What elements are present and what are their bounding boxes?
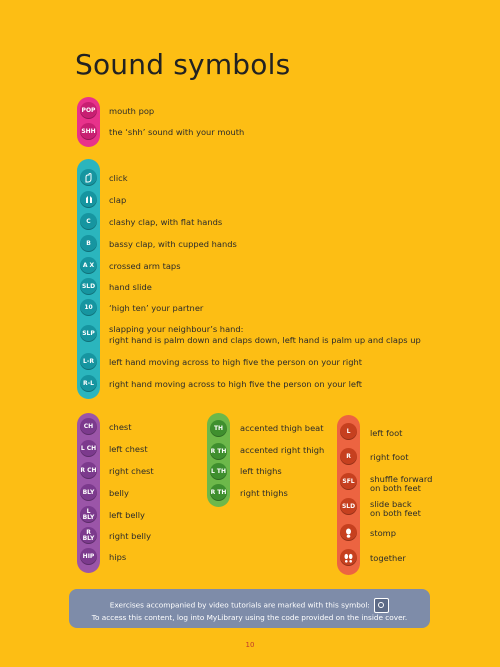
symbol-right-thigh-accent: R TH	[210, 443, 227, 460]
sound-label-clap: clap	[109, 195, 127, 205]
sound-label-left-thighs: left thighs	[240, 466, 282, 476]
sound-label-slide-back: slide back	[370, 499, 412, 509]
symbol-slide-back: SLD	[340, 498, 357, 515]
symbol-hips: HIP	[80, 548, 97, 565]
sound-label-together: together	[370, 553, 406, 563]
left-foot-icon: L	[340, 423, 357, 440]
sound-label-right-thighs: right thighs	[240, 488, 288, 498]
symbol-slap: SLP	[80, 325, 97, 342]
sound-label-right-belly: right belly	[109, 531, 152, 541]
sound-label-hips: hips	[109, 552, 127, 562]
sound-label-chest: chest	[109, 422, 132, 432]
symbol-right-belly: R BLY	[80, 527, 97, 544]
snap-icon	[80, 169, 97, 186]
sound-label-right-left: right hand moving across to high five the person on your left	[109, 379, 363, 389]
sound-label-left-foot: left foot	[370, 428, 403, 438]
symbol-shuffle: SFL	[340, 473, 357, 490]
symbol-right-chest: R CH	[80, 462, 97, 479]
sound-label-click: click	[109, 173, 128, 183]
sound-label-shuffle-detail: on both feet	[370, 483, 421, 493]
page-number: 10	[245, 641, 255, 649]
video-note-line2: To access this content, log into MyLibrary using the code provided on the inside cover.	[91, 613, 408, 622]
sound-label-accented-right-thigh: accented right thigh	[240, 445, 325, 455]
symbol-left-right: L-R	[80, 353, 97, 370]
symbol-shh: SHH	[80, 123, 97, 140]
symbol-right-thighs: R TH	[210, 484, 227, 501]
sound-label-hand-slide: hand slide	[109, 282, 152, 292]
symbol-thigh: TH	[210, 420, 227, 437]
sound-label-right-chest: right chest	[109, 466, 154, 476]
sound-label-slap: slapping your neighbour’s hand:	[109, 324, 244, 334]
symbol-crossed-arms: A X	[80, 257, 97, 274]
symbol-left-thighs: L TH	[210, 463, 227, 480]
video-note-line1	[69, 598, 430, 613]
sound-label-slide-back-detail: on both feet	[370, 508, 421, 518]
right-foot-icon: R	[340, 448, 357, 465]
sound-label-crossed-arm-taps: crossed arm taps	[109, 261, 181, 271]
sound-label-stomp: stomp	[370, 528, 397, 538]
video-tutorial-note	[69, 589, 430, 628]
sound-label-slap-detail: right hand is palm down and claps down, left hand is palm up and claps up	[109, 335, 421, 345]
sound-label-belly: belly	[109, 488, 129, 498]
sound-label-high-ten: ‘high ten’ your partner	[109, 303, 204, 313]
symbol-bassy-clap: B	[80, 235, 97, 252]
symbol-high-ten: 10	[80, 299, 97, 316]
symbol-left-chest: L CH	[80, 440, 97, 457]
symbol-clashy-clap: C	[80, 213, 97, 230]
sound-label-clashy-clap: clashy clap, with flat hands	[109, 217, 223, 227]
symbol-belly: BLY	[80, 484, 97, 501]
sound-label-bassy-clap: bassy clap, with cupped hands	[109, 239, 237, 249]
sound-label-shuffle: shuffle forward	[370, 474, 433, 484]
sound-label-left-belly: left belly	[109, 510, 145, 520]
symbol-hand-slide: SLD	[80, 278, 97, 295]
symbol-right-left: R-L	[80, 375, 97, 392]
symbol-chest: CH	[80, 418, 97, 435]
video-note-text: Exercises accompanied by video tutorials are marked with this symbol:	[109, 600, 370, 610]
clap-icon	[80, 191, 97, 208]
sound-label-mouth-pop: mouth pop	[109, 106, 155, 116]
symbol-pop: POP	[80, 102, 97, 119]
sound-label-right-foot: right foot	[370, 452, 409, 462]
together-feet-icon	[340, 549, 357, 566]
video-icon	[374, 598, 389, 613]
stomp-icon	[340, 524, 357, 541]
page-title: Sound symbols	[75, 48, 291, 81]
sound-label-shh: the ‘shh’ sound with your mouth	[109, 127, 245, 137]
symbol-left-belly: L BLY	[80, 506, 97, 523]
sound-label-left-right: left hand moving across to high five the person on your right	[109, 357, 363, 367]
sound-label-accented-thigh: accented thigh beat	[240, 423, 324, 433]
sound-label-left-chest: left chest	[109, 444, 148, 454]
